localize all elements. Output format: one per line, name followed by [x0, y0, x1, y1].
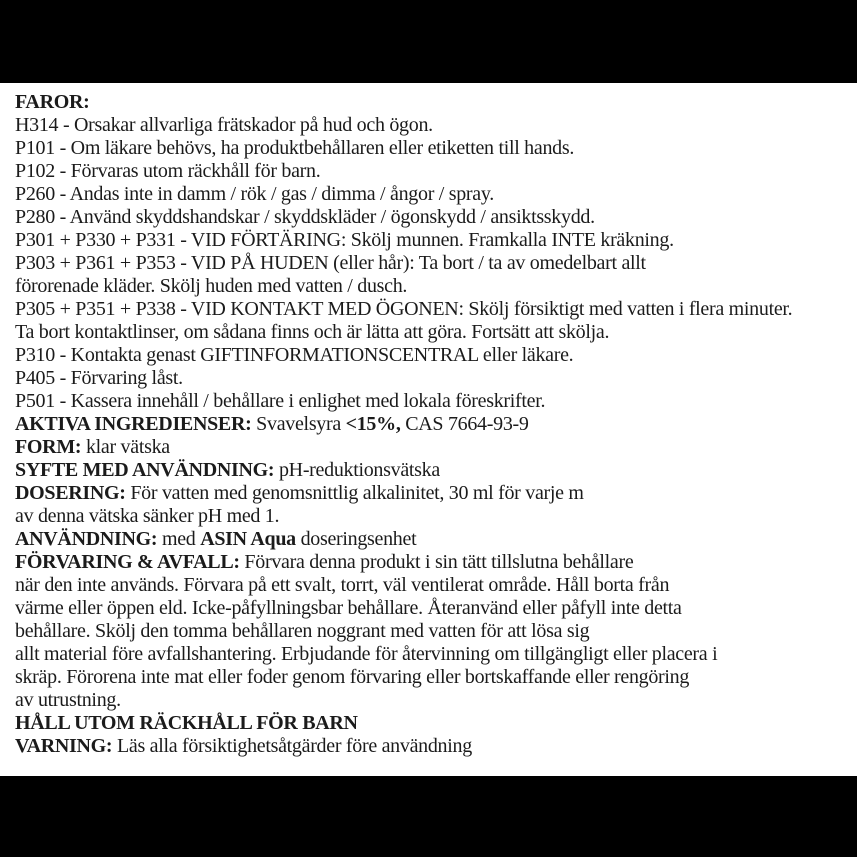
text-segment: allt material före avfallshantering. Erbjudande för återvinning om tillgängligt eller placera i — [15, 643, 718, 665]
document-line — [15, 620, 851, 643]
text-segment: av denna vätska sänker pH med 1. — [15, 505, 280, 527]
safety-label-text-area — [0, 83, 857, 776]
text-segment: SYFTE MED ANVÄNDNING: — [15, 459, 275, 481]
document-line — [15, 183, 851, 206]
top-letterbox-bar — [0, 0, 857, 83]
text-segment: HÅLL UTOM RÄCKHÅLL FÖR BARN — [15, 712, 358, 734]
text-segment: Förvara denna produkt i sin tätt tillslutna behållare — [239, 551, 634, 573]
document-line — [15, 413, 851, 436]
document-line — [15, 321, 851, 344]
text-segment: P501 - Kassera innehåll / behållare i enlighet med lokala föreskrifter. — [15, 390, 546, 412]
document-line — [15, 390, 851, 413]
document-line — [15, 91, 851, 114]
text-segment: VARNING: — [15, 735, 113, 757]
text-segment: P310 - Kontakta genast GIFTINFORMATIONSCENTRAL eller läkare. — [15, 344, 574, 366]
text-segment: Svavelsyra — [251, 413, 346, 435]
text-segment: P280 - Använd skyddshandskar / skyddskläder / ögonskydd / ansiktsskydd. — [15, 206, 595, 228]
document-line — [15, 459, 851, 482]
document-line — [15, 252, 851, 275]
document-line — [15, 735, 851, 758]
text-segment: FÖRVARING & AVFALL: — [15, 551, 240, 573]
text-segment: För vatten med genomsnittlig alkalinitet, 30 ml för varje m — [125, 482, 584, 504]
document-line — [15, 367, 851, 390]
text-segment: <15%, — [345, 413, 401, 435]
document-line — [15, 114, 851, 137]
document-line — [15, 436, 851, 459]
text-segment: P305 + P351 + P338 - VID KONTAKT MED ÖGONEN: Skölj försiktigt med vatten i flera minuter. — [15, 298, 793, 320]
text-segment: med — [157, 528, 201, 550]
document-line — [15, 643, 851, 666]
document-line — [15, 482, 851, 505]
text-segment: FORM: — [15, 436, 82, 458]
text-segment: pH-reduktionsvätska — [274, 459, 440, 481]
document-line — [15, 206, 851, 229]
document-line — [15, 137, 851, 160]
text-segment: klar vätska — [81, 436, 170, 458]
text-segment: H314 - Orsakar allvarliga frätskador på hud och ögon. — [15, 114, 433, 136]
document-line — [15, 666, 851, 689]
text-segment: FAROR: — [15, 91, 90, 113]
text-segment: P301 + P330 + P331 - VID FÖRTÄRING: Skölj munnen. Framkalla INTE kräkning. — [15, 229, 674, 251]
document-line — [15, 528, 851, 551]
text-segment: doseringsenhet — [295, 528, 417, 550]
bottom-letterbox-bar — [0, 776, 857, 857]
text-segment: av utrustning. — [15, 689, 121, 711]
text-segment: behållare. Skölj den tomma behållaren noggrant med vatten för att lösa sig — [15, 620, 590, 642]
document-line — [15, 712, 851, 735]
text-segment: DOSERING: — [15, 482, 126, 504]
text-segment: förorenade kläder. Skölj huden med vatten / dusch. — [15, 275, 408, 297]
text-segment: P303 + P361 + P353 - VID PÅ HUDEN (eller hår): Ta bort / ta av omedelbart allt — [15, 252, 646, 274]
document-line — [15, 160, 851, 183]
text-segment: P101 - Om läkare behövs, ha produktbehållaren eller etiketten till hands. — [15, 137, 575, 159]
text-segment: Läs alla försiktighetsåtgärder före användning — [112, 735, 472, 757]
text-segment: P102 - Förvaras utom räckhåll för barn. — [15, 160, 321, 182]
text-segment: skräp. Förorena inte mat eller foder genom förvaring eller bortskaffande eller rengöring — [15, 666, 690, 688]
text-segment: P405 - Förvaring låst. — [15, 367, 183, 389]
text-segment: när den inte används. Förvara på ett svalt, torrt, väl ventilerat område. Håll borta från — [15, 574, 670, 596]
document-line — [15, 298, 851, 321]
document-line — [15, 574, 851, 597]
document-line — [15, 505, 851, 528]
document-line — [15, 229, 851, 252]
text-segment: AKTIVA INGREDIENSER: — [15, 413, 252, 435]
document-line — [15, 344, 851, 367]
text-segment: CAS 7664-93-9 — [400, 413, 529, 435]
text-segment: P260 - Andas inte in damm / rök / gas / dimma / ångor / spray. — [15, 183, 494, 205]
document-line — [15, 689, 851, 712]
document-lines — [15, 91, 851, 758]
text-segment: ANVÄNDNING: — [15, 528, 158, 550]
text-segment: värme eller öppen eld. Icke-påfyllningsbar behållare. Återanvänd eller påfyll inte detta — [15, 597, 682, 619]
document-line — [15, 551, 851, 574]
text-segment: Ta bort kontaktlinser, om sådana finns och är lätta att göra. Fortsätt att skölja. — [15, 321, 610, 343]
document-line — [15, 597, 851, 620]
text-segment: ASIN Aqua — [200, 528, 296, 550]
document-line — [15, 275, 851, 298]
